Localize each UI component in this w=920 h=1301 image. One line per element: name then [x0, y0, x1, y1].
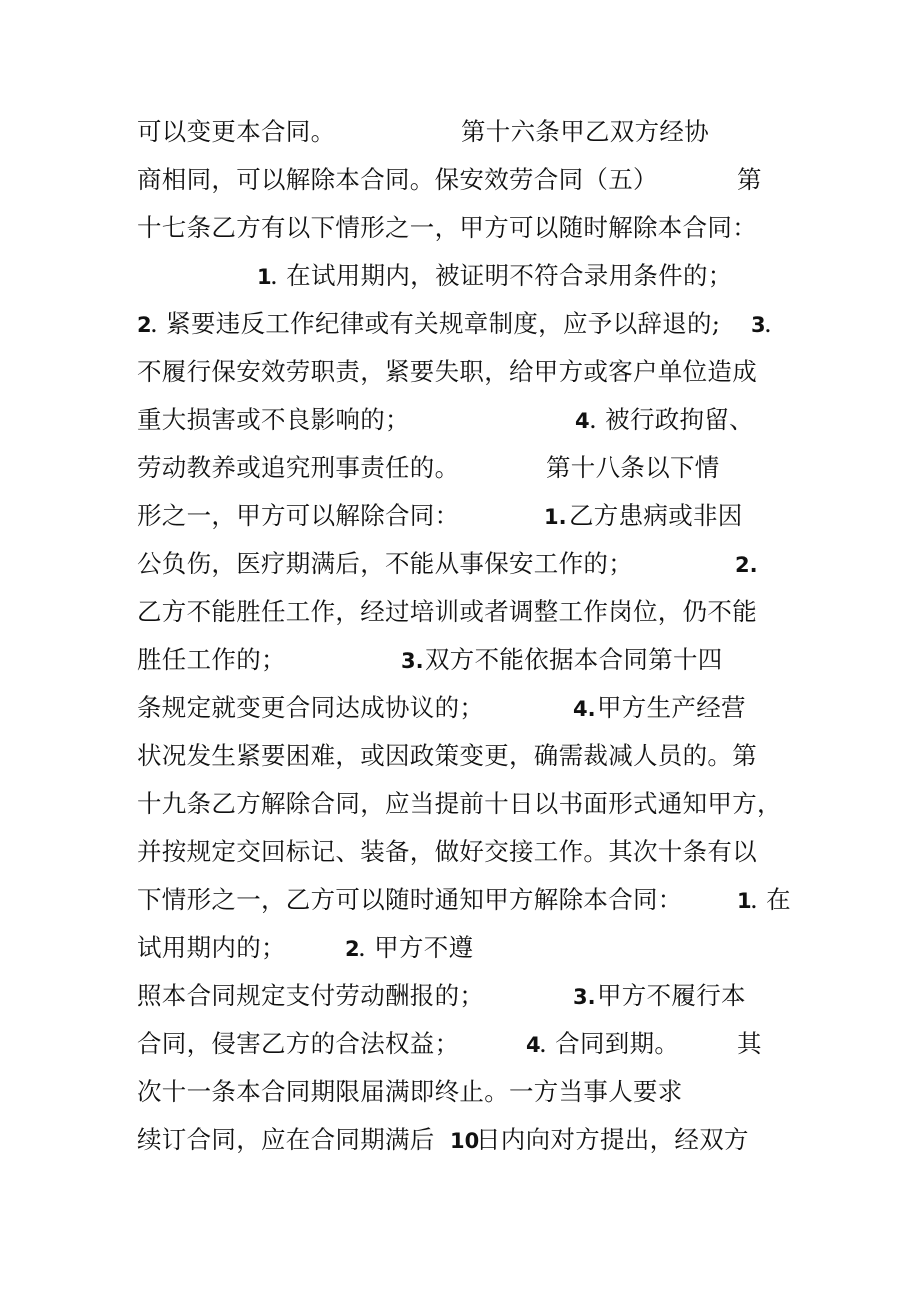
text-line: 状况发生紧要困难，或因政策变更，确需裁减人员的。第 — [137, 741, 757, 770]
text-line: 试用期内的； — [137, 933, 286, 962]
list-number: 3. — [573, 985, 596, 1009]
list-number: 4 — [575, 409, 590, 433]
text-line: . — [764, 309, 773, 338]
text-line: 并按规定交回标记、装备，做好交接工作。其次十条有以 — [137, 837, 757, 866]
text-line: . 合同到期。 — [539, 1029, 680, 1058]
text-line: 乙方患病或非因 — [569, 501, 743, 530]
text-line: 甲方生产经营 — [597, 693, 746, 722]
text-line: 第 — [737, 165, 762, 194]
text-line: 双方不能依据本合同第十四 — [425, 645, 723, 674]
list-number: 2 — [345, 937, 360, 961]
list-number: 2. — [735, 553, 758, 577]
text-line: 条规定就变更合同达成协议的； — [137, 693, 485, 722]
list-number: 4 — [526, 1033, 541, 1057]
text-line: 续订合同，应在合同期满后 — [137, 1125, 435, 1154]
text-line: 甲方不履行本 — [597, 981, 746, 1010]
text-line: 商相同，可以解除本合同。保安效劳合同（五） — [137, 165, 658, 194]
list-number: 4. — [573, 697, 596, 721]
text-line: 十七条乙方有以下情形之一，甲方可以随时解除本合同： — [137, 213, 757, 242]
text-line: . 紧要违反工作纪律或有关规章制度，应予以辞退的; — [150, 309, 721, 338]
text-line: 重大损害或不良影响的； — [137, 405, 410, 434]
text-line: 第十八条以下情 — [546, 453, 720, 482]
text-line: . 在 — [750, 885, 791, 914]
list-number: 1. — [544, 505, 567, 529]
text-line: 乙方不能胜任工作，经过培训或者调整工作岗位，仍不能 — [137, 597, 757, 626]
text-line: 形之一，甲方可以解除合同： — [137, 501, 460, 530]
text-line: 次十一条本合同期限届满即终止。一方当事人要求 — [137, 1077, 683, 1106]
text-line: . 在试用期内，被证明不符合录用条件的； — [270, 261, 733, 290]
text-line: 公负伤，医疗期满后，不能从事保安工作的； — [137, 549, 633, 578]
text-line: . 甲方不遵 — [358, 933, 474, 962]
list-number: 2 — [137, 313, 152, 337]
text-line: 劳动教养或追究刑事责任的。 — [137, 453, 460, 482]
text-line: 可以变更本合同。 — [137, 117, 336, 146]
text-line: 十九条乙方解除合同，应当提前十日以书面形式通知甲方， — [137, 789, 782, 818]
list-number: 3 — [751, 313, 766, 337]
list-number: 3. — [401, 649, 424, 673]
text-line: 照本合同规定支付劳动酬报的； — [137, 981, 485, 1010]
list-number: 1 — [257, 265, 272, 289]
text-line: 合同，侵害乙方的合法权益； — [137, 1029, 460, 1058]
text-line: 胜任工作的； — [137, 645, 286, 674]
text-line: 日内向对方提出，经双方 — [476, 1125, 749, 1154]
text-line: 第十六条甲乙双方经协 — [461, 117, 709, 146]
list-number: 1 — [737, 889, 752, 913]
text-line: 其 — [737, 1029, 762, 1058]
text-line: 不履行保安效劳职责，紧要失职，给甲方或客户单位造成 — [137, 357, 757, 386]
text-line: 下情形之一，乙方可以随时通知甲方解除本合同： — [137, 885, 683, 914]
list-number: 10 — [450, 1129, 480, 1153]
text-line: . 被行政拘留、 — [589, 405, 754, 434]
